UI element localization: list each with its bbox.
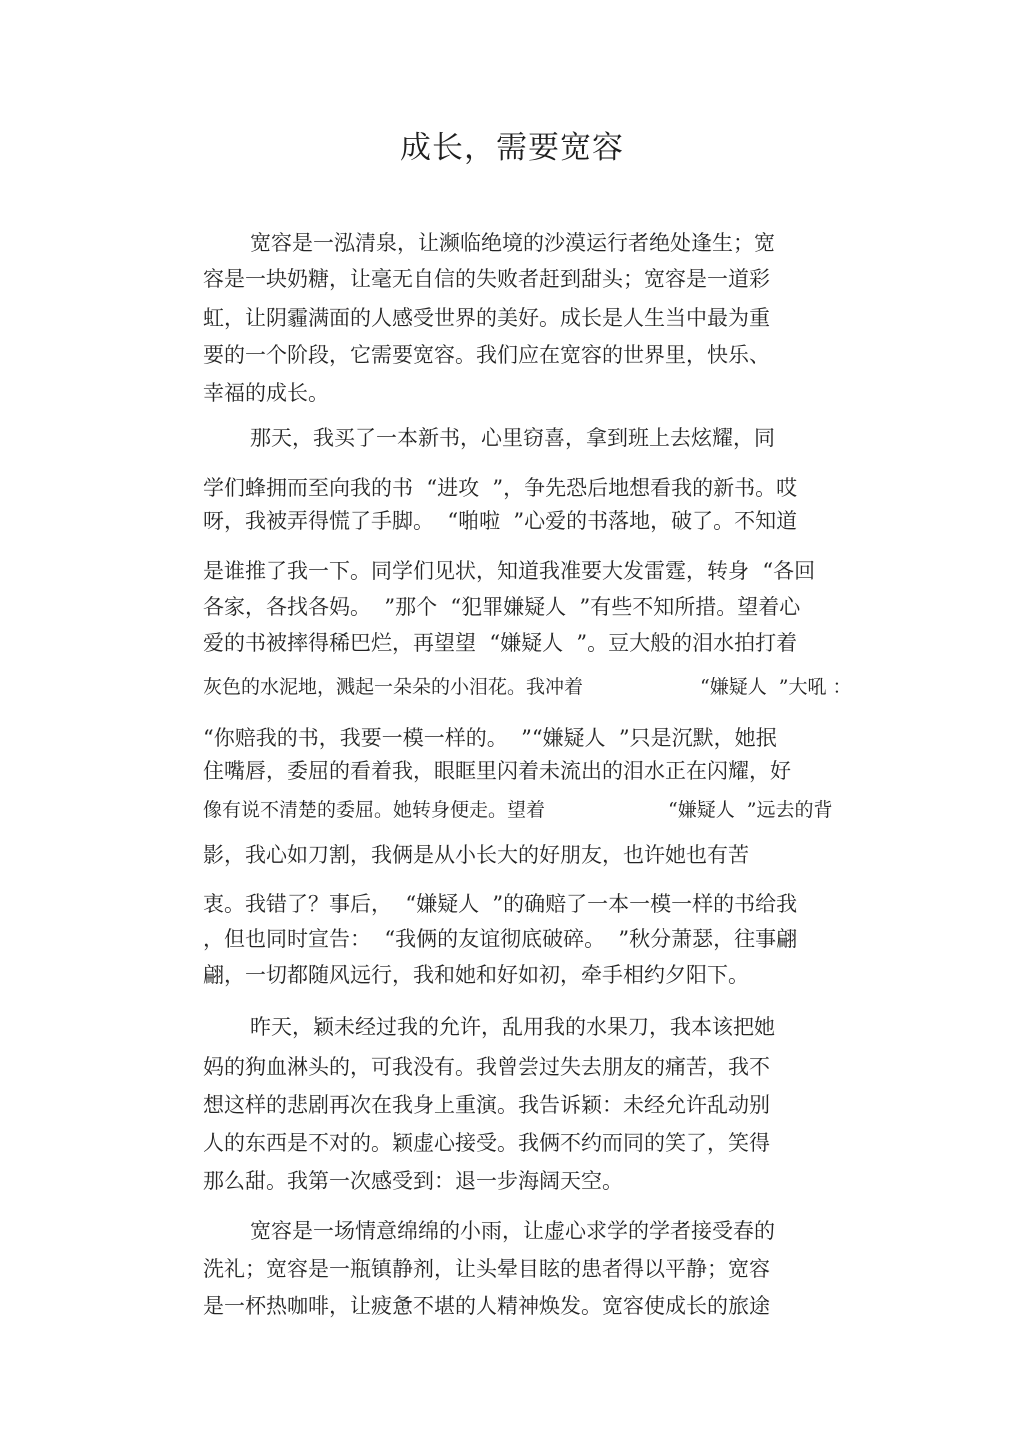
text-line: “嫌疑人 ”大吼 ： xyxy=(700,676,852,698)
document-title: 成长，需要宽容 xyxy=(400,130,624,166)
text-line: 宽容是一场情意绵绵的小雨，让虚心求学的学者接受春的 xyxy=(250,1219,775,1243)
text-line: 那么甜。我第一次感受到：退一步海阔天空。 xyxy=(203,1169,623,1193)
text-line: 是一杯热咖啡，让疲惫不堪的人精神焕发。宽容使成长的旅途 xyxy=(203,1294,770,1318)
text-line: “嫌疑人 ”远去的背 xyxy=(668,799,833,821)
text-line: 要的一个阶段，它需要宽容。我们应在宽容的世界里，快乐、 xyxy=(203,343,770,367)
text-line: 住嘴唇，委屈的看着我，眼眶里闪着未流出的泪水正在闪耀，好 xyxy=(203,759,791,783)
text-line: 洗礼；宽容是一瓶镇静剂，让头晕目眩的患者得以平静；宽容 xyxy=(203,1257,770,1281)
text-line: 昨天，颖未经过我的允许，乱用我的水果刀，我本该把她 xyxy=(250,1015,775,1039)
text-line: 幸福的成长。 xyxy=(203,381,329,405)
text-line: 虹，让阴霾满面的人感受世界的美好。成长是人生当中最为重 xyxy=(203,306,770,330)
text-line: 学们蜂拥而至向我的书 “进攻 ”，争先恐后地想看我的新书。哎 xyxy=(203,476,798,500)
text-line: 人的东西是不对的。颖虚心接受。我俩不约而同的笑了，笑得 xyxy=(203,1131,770,1155)
text-line: 想这样的悲剧再次在我身上重演。我告诉颖：未经允许乱动别 xyxy=(203,1093,770,1117)
text-line: 各家，各找各妈。 ”那个 “犯罪嫌疑人 ”有些不知所措。望着心 xyxy=(203,595,801,619)
text-line: 翩，一切都随风远行，我和她和好如初，牵手相约夕阳下。 xyxy=(203,963,749,987)
text-line: “你赔我的书，我要一模一样的。 ”“嫌疑人 ”只是沉默，她抿 xyxy=(203,726,777,750)
text-line: 灰色的水泥地，溅起一朵朵的小泪花。我冲着 xyxy=(203,676,584,698)
text-line: 衷。我错了？事后， “嫌疑人 ”的确赔了一本一模一样的书给我 xyxy=(203,892,798,916)
text-line: 那天，我买了一本新书，心里窃喜，拿到班上去炫耀，同 xyxy=(250,426,775,450)
text-line: 爱的书被摔得稀巴烂，再望望 “嫌疑人 ”。豆大般的泪水拍打着 xyxy=(203,631,798,655)
text-line: 容是一块奶糖，让毫无自信的失败者赶到甜头；宽容是一道彩 xyxy=(203,267,770,291)
text-line: ，但也同时宣告： “我俩的友谊彻底破碎。 ”秋分萧瑟，往事翩 xyxy=(203,927,798,951)
text-line: 妈的狗血淋头的，可我没有。我曾尝过失去朋友的痛苦，我不 xyxy=(203,1055,770,1079)
text-line: 宽容是一泓清泉，让濒临绝境的沙漠运行者绝处逢生；宽 xyxy=(250,231,775,255)
text-line: 影，我心如刀割，我俩是从小长大的好朋友，也许她也有苦 xyxy=(203,843,749,867)
text-line: 呀，我被弄得慌了手脚。 “啪啦 ”心爱的书落地，破了。不知道 xyxy=(203,509,798,533)
text-line: 像有说不清楚的委屈。她转身便走。望着 xyxy=(203,799,546,821)
text-line: 是谁推了我一下。同学们见状，知道我准要大发雷霆，转身 “各回 xyxy=(203,559,816,583)
